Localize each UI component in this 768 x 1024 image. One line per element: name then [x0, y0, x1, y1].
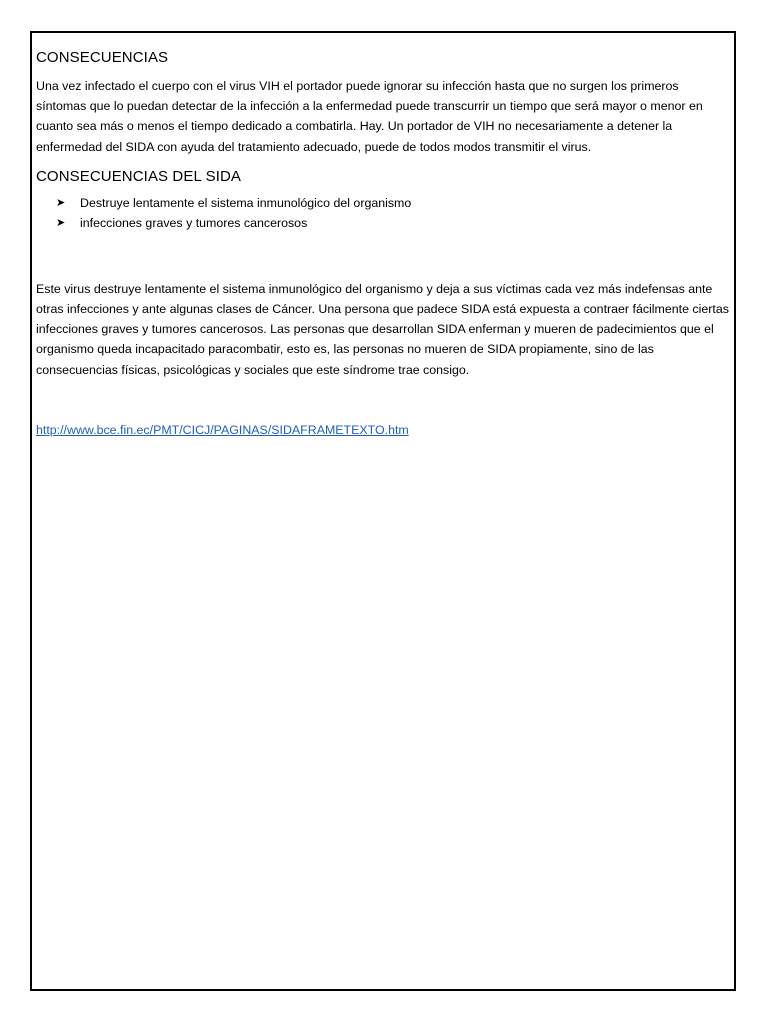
paragraph-virus: Este virus destruye lentamente el sistema inmunológico del organismo y deja a sus víctimas cada vez más indefensas ante otras infecciones y ante algunas clases de Cáncer. Una persona que padece SIDA está expuesta a contraer fácilmente ciertas infecciones graves y tumores cancerosos. Las personas que desarrollan SIDA enferman y mueren de padecimientos que el organismo queda incapacitado paracombatir, esto es, las personas no mueren de SIDA propiamente, sino de las consecuencias físicas, psicológicas y sociales que este síndrome trae consigo.	[36, 281, 729, 377]
bullet-text: infecciones graves y tumores cancerosos	[80, 215, 308, 230]
source-link[interactable]: http://www.bce.fin.ec/PMT/CICJ/PAGINAS/SIDAFRAMETEXTO.htm	[36, 422, 409, 437]
bullet-list	[36, 193, 732, 233]
document-page	[30, 31, 736, 991]
heading-consecuencias-del-sida: CONSECUENCIAS DEL SIDA	[36, 167, 242, 185]
list-item	[56, 213, 732, 233]
spacer	[36, 380, 732, 420]
paragraph-consecuencias: Una vez infectado el cuerpo con el virus VIH el portador puede ignorar su infección hasta que no surgen los primeros síntomas que lo puedan detectar de la infección a la enfermedad puede transcurrir un tiempo que será mayor o menor en cuanto sea más o menos el tiempo dedicado a combatirla. Hay. Un portador de VIH no necesariamente a detener la enfermedad del SIDA con ayuda del tratamiento adecuado, puede de todos modos transmitir el virus.	[36, 79, 703, 154]
list-item	[56, 193, 732, 213]
spacer	[36, 233, 732, 279]
document-content	[36, 48, 732, 440]
bullet-text: Destruye lentamente el sistema inmunológico del organismo	[80, 195, 412, 210]
arrow-bullet-icon: ➤	[56, 216, 66, 229]
heading-consecuencias: CONSECUENCIAS	[36, 49, 169, 66]
arrow-bullet-icon: ➤	[56, 196, 66, 209]
